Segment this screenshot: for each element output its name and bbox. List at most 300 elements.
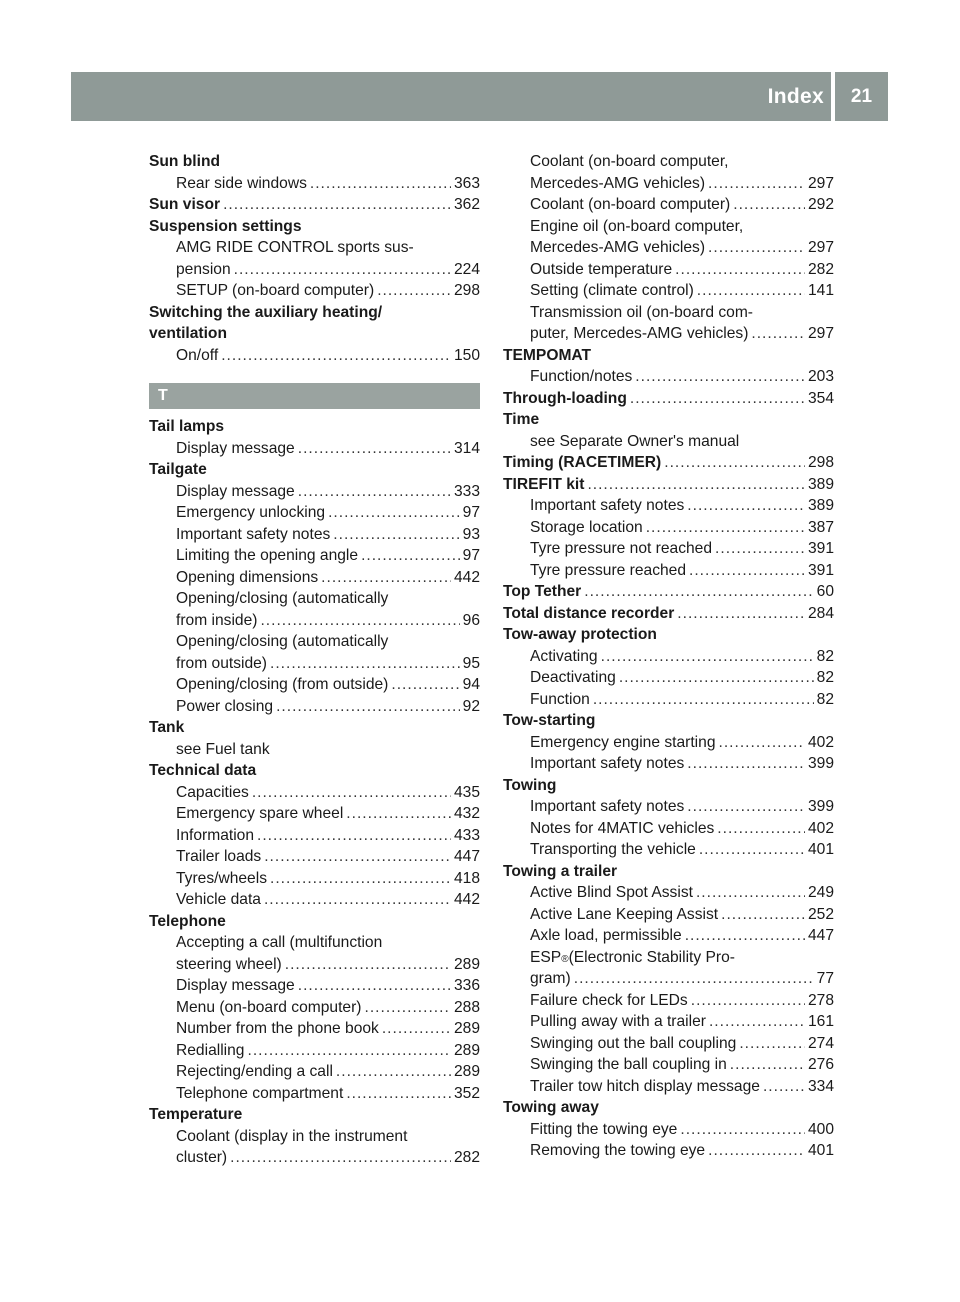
index-subentry xyxy=(503,366,834,388)
dot-leader xyxy=(230,1147,451,1169)
entry-text: gram) xyxy=(530,970,571,987)
page-ref: 60 xyxy=(816,583,834,600)
entry-text: Fitting the towing eye xyxy=(530,1120,678,1138)
page-ref: 401 xyxy=(807,1142,834,1159)
index-subentry xyxy=(149,345,480,367)
dot-leader xyxy=(584,581,813,603)
entry-text: Mercedes-AMG vehicles) xyxy=(530,174,706,192)
entry-text: from inside) xyxy=(176,611,258,629)
entry-text: Axle load, permissible xyxy=(530,927,682,944)
entry-text: Important safety notes xyxy=(530,755,685,772)
page-ref: 298 xyxy=(453,282,480,299)
entry-text: Vehicle data xyxy=(176,891,261,908)
entry-text: Storage location xyxy=(530,518,643,536)
page-ref: 298 xyxy=(807,454,834,471)
entry-text: Swinging out the ball coupling xyxy=(530,1034,737,1052)
dot-leader xyxy=(708,173,805,195)
dot-leader xyxy=(751,323,805,345)
index-subentry xyxy=(149,954,480,976)
index-heading xyxy=(503,1097,834,1119)
dot-leader xyxy=(717,818,805,840)
index-subentry xyxy=(503,237,834,259)
index-subentry xyxy=(149,1126,480,1148)
page-ref: 77 xyxy=(816,970,834,987)
dot-leader xyxy=(721,904,805,926)
entry-text: Accepting a call (multifunction xyxy=(176,934,383,951)
index-column-left xyxy=(149,151,480,1169)
entry-text-continued: (Electronic Stability Pro- xyxy=(568,948,735,966)
page-ref: 203 xyxy=(807,368,834,385)
entry-text: Through-loading xyxy=(503,389,627,407)
index-heading xyxy=(149,760,480,782)
dot-leader xyxy=(593,689,814,711)
page-ref: 362 xyxy=(453,196,480,213)
page-ref: 289 xyxy=(453,1020,480,1037)
dot-leader xyxy=(346,803,451,825)
index-subentry xyxy=(149,588,480,610)
dot-leader xyxy=(298,975,451,997)
dot-leader xyxy=(336,1061,451,1083)
index-subentry xyxy=(503,904,834,926)
entry-text: Active Blind Spot Assist xyxy=(530,884,693,901)
page-ref: 282 xyxy=(807,260,834,278)
entry-text: Towing away xyxy=(503,1099,599,1116)
index-heading xyxy=(149,216,480,238)
entry-text: Technical data xyxy=(149,762,257,779)
page-ref: 282 xyxy=(453,1149,480,1166)
page-ref: 334 xyxy=(807,1077,834,1095)
dot-leader xyxy=(635,366,805,388)
dot-leader xyxy=(574,968,814,990)
page-ref: 435 xyxy=(453,783,480,801)
entry-text: Tail lamps xyxy=(149,418,225,435)
dot-leader xyxy=(685,925,805,947)
entry-text: puter, Mercedes-AMG vehicles) xyxy=(530,325,749,342)
page-ref: 96 xyxy=(462,611,480,629)
index-subentry xyxy=(503,538,834,560)
index-subentry xyxy=(503,689,834,711)
index-subentry xyxy=(149,825,480,847)
index-subentry xyxy=(503,818,834,840)
index-subentry: ESP ® (Electronic Stability Pro- xyxy=(503,947,834,969)
entry-text: Important safety notes xyxy=(530,497,685,514)
index-subentry xyxy=(503,1033,834,1055)
index-subentry xyxy=(503,216,834,238)
dot-leader xyxy=(391,674,459,696)
page-ref: 288 xyxy=(453,998,480,1016)
entry-text: Setting (climate control) xyxy=(530,282,694,299)
dot-leader xyxy=(630,388,805,410)
page-ref: 442 xyxy=(453,891,480,908)
entry-text: Tyres/wheels xyxy=(176,869,267,887)
dot-leader xyxy=(697,280,805,302)
index-subentry xyxy=(149,782,480,804)
dot-leader xyxy=(264,889,451,911)
entry-text: Trailer tow hitch display message xyxy=(530,1077,760,1095)
index-heading xyxy=(149,302,480,324)
dot-leader xyxy=(708,1140,805,1162)
index-heading xyxy=(149,459,480,481)
dot-leader xyxy=(260,610,459,632)
entry-text: cluster) xyxy=(176,1149,228,1166)
page-ref: 284 xyxy=(807,604,834,622)
entry-text: Power closing xyxy=(176,697,274,715)
index-subentry xyxy=(149,803,480,825)
dot-leader xyxy=(664,452,805,474)
entry-text: Display message xyxy=(176,977,295,994)
dot-leader xyxy=(675,259,805,281)
index-heading xyxy=(503,409,834,431)
index-heading xyxy=(503,775,834,797)
index-heading xyxy=(149,151,480,173)
index-subentry xyxy=(503,560,834,582)
dot-leader xyxy=(364,997,450,1019)
index-heading xyxy=(149,416,480,438)
page-ref: 297 xyxy=(807,325,834,342)
index-heading xyxy=(503,710,834,732)
page-ref: 391 xyxy=(807,540,834,557)
index-subentry xyxy=(503,839,834,861)
entry-text: Pulling away with a trailer xyxy=(530,1013,706,1030)
letter-heading: T xyxy=(149,383,480,409)
entry-text: Emergency engine starting xyxy=(530,733,716,751)
entry-text: Tow-away protection xyxy=(503,626,657,643)
dot-leader xyxy=(587,474,805,496)
index-subentry xyxy=(149,173,480,195)
entry-text: Emergency unlocking xyxy=(176,504,326,521)
dot-leader xyxy=(708,237,805,259)
entry-text: Rejecting/ending a call xyxy=(176,1063,333,1080)
page-ref: 400 xyxy=(807,1120,834,1138)
index-subentry xyxy=(149,997,480,1019)
entry-text: Swinging the ball coupling in xyxy=(530,1056,727,1073)
page-ref: 391 xyxy=(807,561,834,579)
entry-text: Towing a trailer xyxy=(503,862,618,880)
index-subentry xyxy=(149,739,480,761)
entry-text: Important safety notes xyxy=(530,798,685,815)
page-ref: 161 xyxy=(807,1013,834,1030)
dot-leader xyxy=(689,560,805,582)
page-ref: 447 xyxy=(807,927,834,944)
index-subentry xyxy=(503,646,834,668)
page-ref: 92 xyxy=(462,697,480,715)
entry-text: Opening/closing (from outside) xyxy=(176,676,389,693)
entry-text: Opening/closing (automatically xyxy=(176,633,389,650)
entry-text: Notes for 4MATIC vehicles xyxy=(530,819,715,837)
page-ref: 249 xyxy=(807,884,834,901)
index-subentry xyxy=(149,610,480,632)
dot-leader xyxy=(739,1033,805,1055)
entry-text: Telephone xyxy=(149,912,226,930)
index-subentry xyxy=(503,151,834,173)
index-subentry xyxy=(149,653,480,675)
index-subentry xyxy=(503,968,834,990)
index-subentry xyxy=(149,259,480,281)
page-ref: 94 xyxy=(462,676,480,693)
index-heading xyxy=(503,452,834,474)
index-subentry xyxy=(503,1140,834,1162)
page-ref: 82 xyxy=(816,647,834,665)
entry-text: TIREFIT kit xyxy=(503,475,585,493)
page-ref: 95 xyxy=(462,654,480,672)
entry-text: Removing the towing eye xyxy=(530,1142,706,1159)
index-subentry xyxy=(503,732,834,754)
index-subentry xyxy=(503,517,834,539)
entry-text: Opening/closing (automatically xyxy=(176,590,389,607)
entry-text: Tank xyxy=(149,719,185,736)
page-ref: 387 xyxy=(807,518,834,536)
entry-text: Tow-starting xyxy=(503,712,596,729)
index-subentry xyxy=(503,753,834,775)
dot-leader xyxy=(730,1054,805,1076)
index-subentry xyxy=(503,323,834,345)
page-ref: 447 xyxy=(453,848,480,865)
entry-text: Function/notes xyxy=(530,368,633,385)
dot-leader xyxy=(677,603,805,625)
entry-text: Timing (RACETIMER) xyxy=(503,454,662,471)
dot-leader xyxy=(276,696,460,718)
index-subentry xyxy=(149,868,480,890)
entry-text: pension xyxy=(176,260,231,278)
dot-leader xyxy=(328,502,460,524)
dot-leader xyxy=(257,825,451,847)
dot-leader xyxy=(252,782,451,804)
page-ref: 141 xyxy=(807,282,834,299)
entry-text: Limiting the opening angle xyxy=(176,547,359,564)
dot-leader xyxy=(285,954,451,976)
entry-text: Transmission oil (on-board com- xyxy=(530,303,754,321)
page-ref: 399 xyxy=(807,755,834,772)
entry-text: Activating xyxy=(530,647,598,665)
entry-text: AMG RIDE CONTROL sports sus- xyxy=(176,239,414,256)
dot-leader xyxy=(719,732,805,754)
page-ref: 333 xyxy=(453,482,480,500)
dot-leader xyxy=(699,839,805,861)
page-ref: 352 xyxy=(453,1084,480,1102)
entry-text: ESP xyxy=(530,948,562,966)
page-ref: 401 xyxy=(807,841,834,858)
index-subentry xyxy=(149,567,480,589)
entry-text: Coolant (display in the instrument xyxy=(176,1127,408,1145)
page-ref: 402 xyxy=(807,733,834,751)
index-heading xyxy=(503,581,834,603)
index-subentry xyxy=(503,1119,834,1141)
entry-text: Active Lane Keeping Assist xyxy=(530,905,719,923)
entry-text: Telephone compartment xyxy=(176,1084,344,1102)
entry-text: Time xyxy=(503,411,540,428)
index-subentry xyxy=(503,173,834,195)
index-subentry xyxy=(503,431,834,453)
index-subentry xyxy=(149,438,480,460)
index-heading xyxy=(503,388,834,410)
index-subentry xyxy=(503,667,834,689)
index-subentry xyxy=(503,796,834,818)
entry-text: Menu (on-board computer) xyxy=(176,998,362,1016)
index-column-right xyxy=(503,151,834,1162)
entry-text: Important safety notes xyxy=(176,525,331,543)
index-heading xyxy=(149,911,480,933)
index-subentry xyxy=(149,1147,480,1169)
index-subentry xyxy=(503,259,834,281)
index-subentry xyxy=(503,495,834,517)
page-ref: 289 xyxy=(453,1041,480,1059)
entry-text: Towing xyxy=(503,776,557,794)
index-subentry xyxy=(149,696,480,718)
dot-leader xyxy=(321,567,451,589)
page-ref: 297 xyxy=(807,174,834,192)
index-heading xyxy=(149,717,480,739)
entry-text: see Separate Owner's manual xyxy=(530,432,740,450)
dot-leader xyxy=(687,495,805,517)
page-ref: 97 xyxy=(462,547,480,564)
entry-text: Redialling xyxy=(176,1041,245,1059)
index-heading xyxy=(503,861,834,883)
index-subentry xyxy=(149,481,480,503)
page-ref: 363 xyxy=(453,174,480,192)
dot-leader xyxy=(234,259,451,281)
index-subentry xyxy=(149,545,480,567)
dot-leader xyxy=(696,882,805,904)
page-ref: 82 xyxy=(816,669,834,686)
index-subentry xyxy=(149,975,480,997)
index-heading xyxy=(503,345,834,367)
page-number: 21 xyxy=(850,86,873,107)
entry-text: ventilation xyxy=(149,325,227,342)
page-ref: 389 xyxy=(807,475,834,493)
entry-text: SETUP (on-board computer) xyxy=(176,282,375,299)
page-ref: 389 xyxy=(807,497,834,514)
dot-leader xyxy=(646,517,805,539)
dot-leader xyxy=(361,545,460,567)
dot-leader xyxy=(333,524,459,546)
index-subentry xyxy=(503,280,834,302)
entry-text: Emergency spare wheel xyxy=(176,805,344,822)
index-subentry xyxy=(149,237,480,259)
dot-leader xyxy=(310,173,451,195)
page-ref: 150 xyxy=(453,346,480,364)
page-ref: 252 xyxy=(807,905,834,923)
entry-text: Total distance recorder xyxy=(503,604,675,622)
entry-text: Outside temperature xyxy=(530,260,673,278)
page-ref: 399 xyxy=(807,798,834,815)
index-subentry xyxy=(503,925,834,947)
entry-text: Trailer loads xyxy=(176,848,262,865)
page-ref: 278 xyxy=(807,991,834,1009)
entry-text: Tyre pressure not reached xyxy=(530,540,713,557)
index-heading xyxy=(503,624,834,646)
entry-text: Deactivating xyxy=(530,669,616,686)
dot-leader xyxy=(247,1040,450,1062)
page-ref: 314 xyxy=(453,439,480,457)
entry-text: Mercedes-AMG vehicles) xyxy=(530,239,706,256)
page-ref: 297 xyxy=(807,239,834,256)
index-subentry xyxy=(503,990,834,1012)
dot-leader xyxy=(709,1011,805,1033)
index-subentry xyxy=(149,280,480,302)
page-ref: 433 xyxy=(453,826,480,844)
entry-text: Capacities xyxy=(176,783,249,801)
dot-leader xyxy=(221,345,451,367)
index-subentry xyxy=(503,194,834,216)
index-heading xyxy=(149,194,480,216)
page-ref: 402 xyxy=(807,819,834,837)
entry-text: Coolant (on-board computer, xyxy=(530,153,729,170)
dot-leader xyxy=(377,280,451,302)
dot-leader xyxy=(601,646,814,668)
dot-leader xyxy=(763,1076,805,1098)
index-subentry xyxy=(503,882,834,904)
page-ref: 442 xyxy=(453,568,480,586)
index-subentry xyxy=(503,1076,834,1098)
index-heading xyxy=(503,474,834,496)
page-ref: 336 xyxy=(453,977,480,994)
index-heading xyxy=(503,603,834,625)
entry-text: Switching the auxiliary heating/ xyxy=(149,303,383,321)
entry-text: Function xyxy=(530,690,590,708)
entry-text: Failure check for LEDs xyxy=(530,991,688,1009)
entry-text: Display message xyxy=(176,482,295,500)
page-ref: 418 xyxy=(453,869,480,887)
dot-leader xyxy=(223,194,451,216)
entry-text: Information xyxy=(176,826,255,844)
dot-leader xyxy=(715,538,805,560)
dot-leader xyxy=(687,753,805,775)
index-heading xyxy=(149,323,480,345)
dot-leader xyxy=(733,194,805,216)
page-ref: 93 xyxy=(462,525,480,543)
index-subentry xyxy=(503,302,834,324)
entry-text: Coolant (on-board computer) xyxy=(530,196,731,213)
dot-leader xyxy=(680,1119,805,1141)
entry-text: Rear side windows xyxy=(176,174,307,192)
index-subentry xyxy=(149,1061,480,1083)
index-subentry xyxy=(149,846,480,868)
entry-text: Tailgate xyxy=(149,461,207,478)
entry-text: Temperature xyxy=(149,1106,243,1123)
index-subentry xyxy=(149,631,480,653)
index-subentry xyxy=(149,889,480,911)
page-ref: 432 xyxy=(453,805,480,822)
entry-text: steering wheel) xyxy=(176,955,282,973)
index-subentry xyxy=(503,1011,834,1033)
dot-leader xyxy=(382,1018,451,1040)
dot-leader xyxy=(270,653,460,675)
page-ref: 97 xyxy=(462,504,480,521)
page-ref: 274 xyxy=(807,1034,834,1052)
entry-text: Suspension settings xyxy=(149,217,302,235)
entry-text: see Fuel tank xyxy=(176,740,270,758)
index-subentry xyxy=(149,502,480,524)
dot-leader xyxy=(264,846,451,868)
dot-leader xyxy=(298,438,451,460)
index-heading xyxy=(149,1104,480,1126)
entry-text: TEMPOMAT xyxy=(503,346,592,364)
index-subentry xyxy=(149,1018,480,1040)
page-ref: 289 xyxy=(453,1063,480,1080)
page-ref: 82 xyxy=(816,690,834,708)
index-subentry xyxy=(149,932,480,954)
dot-leader xyxy=(687,796,805,818)
entry-text: Engine oil (on-board computer, xyxy=(530,217,744,235)
index-subentry xyxy=(149,1040,480,1062)
page-ref: 354 xyxy=(807,389,834,407)
index-subentry xyxy=(149,674,480,696)
entry-text: Tyre pressure reached xyxy=(530,561,687,579)
page-ref: 289 xyxy=(453,955,480,973)
page-ref: 276 xyxy=(807,1056,834,1073)
entry-text: Top Tether xyxy=(503,583,582,600)
entry-text: Sun visor xyxy=(149,196,221,213)
